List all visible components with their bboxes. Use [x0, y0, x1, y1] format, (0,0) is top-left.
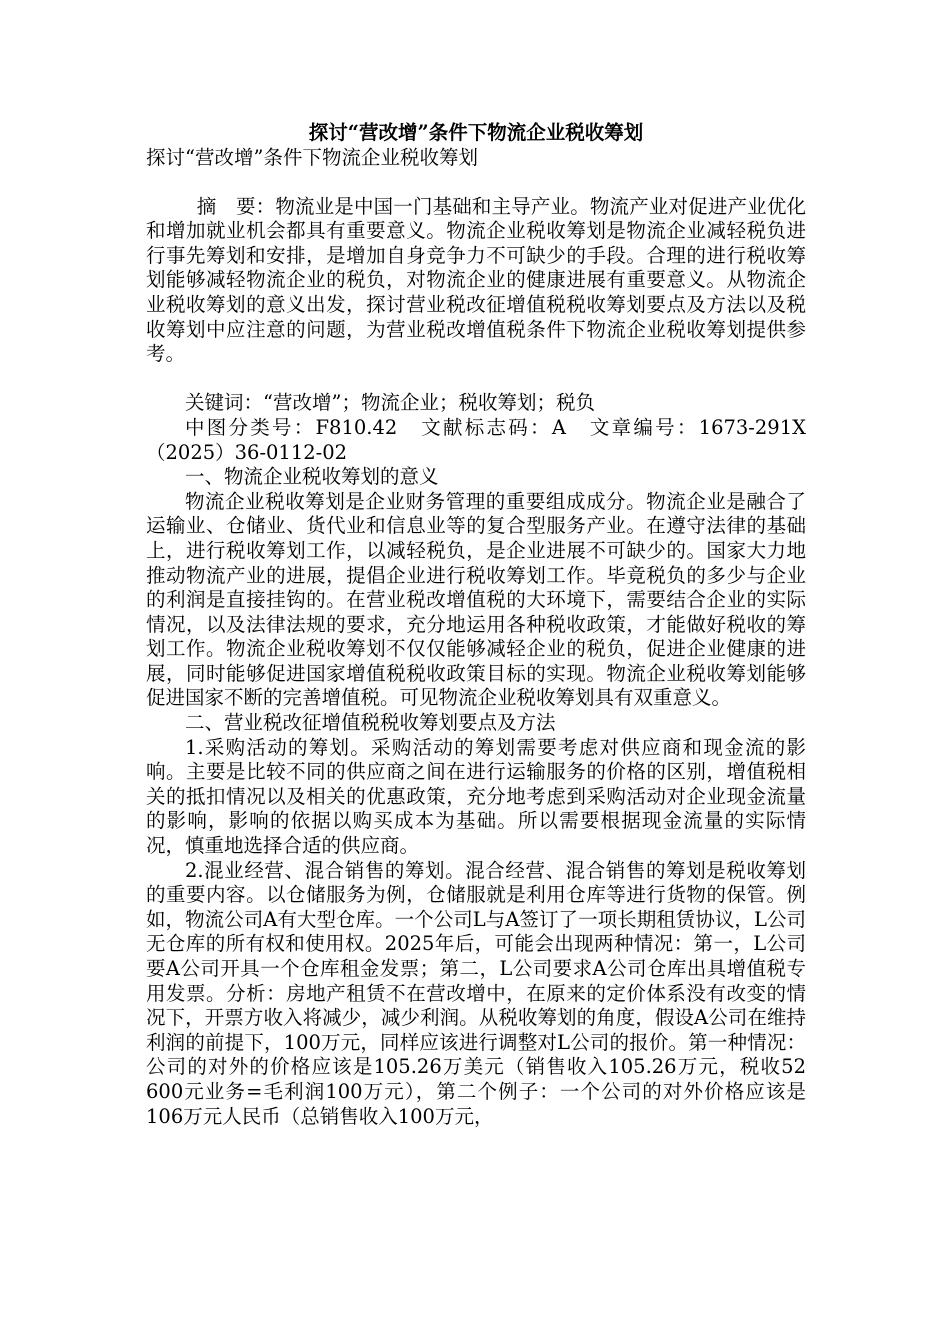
section-1-heading: 一、物流企业税收筹划的意义 [185, 465, 439, 489]
section-2-paragraph-2: 2.混业经营、混合销售的筹划。混合经营、混合销售的筹划是税收筹划的重要内容。以仓储服务为例，仓储服就是利用仓库等进行货物的保管。例如，物流公司A有大型仓库。一个公司L与A签订了一项长期租赁协议，L公司无仓库的所有权和使用权。2025年后，可能会出现两种情况：第一，L公司要A公司开具一个仓库租金发票；第二，L公司要求A公司仓库出具增值税专用发票。分析：房地产租赁不在营改增中，在原来的定价体系没有改变的情况下，开票方收入将减少，减少利润。从税收筹划的角度，假设A公司在维持利润的前提下，100万元，同样应该进行调整对L公司的报价。第一种情况：公司的对外的价格应该是105.26万美元（销售收入105.26万元，税收52 600元业务=毛利润100万元），第二个例子：一个公司的对外价格应该是106万元人民币（总销售收入100万元， [146, 858, 806, 1128]
document-page [146, 120, 806, 1129]
classification-line: 中图分类号：F810.42 文献标志码：A 文章编号：1673-291X（2025）36-0112-02 [146, 415, 806, 464]
section-2-heading: 二、营业税改征增值税税收筹划要点及方法 [185, 711, 556, 735]
section-2-paragraph-1: 1.采购活动的筹划。采购活动的筹划需要考虑对供应商和现金流的影响。主要是比较不同的供应商之间在进行运输服务的价格的区别，增值税相关的抵扣情况以及相关的优惠政策，充分地考虑到采购活动对企业现金流量的影响，影响的依据以购买成本为基础。所以需要根据现金流量的实际情况，慎重地选择合适的供应商。 [146, 735, 806, 858]
keywords-line: 关键词：“营改增”；物流企业；税收筹划；税负 [185, 391, 595, 415]
document-subtitle: 探讨“营改增”条件下物流企业税收筹划 [146, 146, 478, 169]
document-title: 探讨“营改增”条件下物流企业税收筹划 [308, 121, 644, 144]
section-1-paragraph: 物流企业税收筹划是企业财务管理的重要组成成分。物流企业是融合了运输业、仓储业、货代业和信息业等的复合型服务产业。在遵守法律的基础上，进行税收筹划工作，以减轻税负，是企业进展不可缺少的。国家大力地推动物流产业的进展，提倡企业进行税收筹划工作。毕竟税负的多少与企业的利润是直接挂钩的。在营业税改增值税的大环境下，需要结合企业的实际情况，以及法律法规的要求，充分地运用各种税收政策，才能做好税收的筹划工作。物流企业税收筹划不仅仅能够减轻企业的税负，促进企业健康的进展，同时能够促进国家增值税税收政策目标的实现。物流企业税收筹划能够促进国家不断的完善增值税。可见物流企业税收筹划具有双重意义。 [146, 489, 806, 710]
abstract-paragraph: 摘 要：物流业是中国一门基础和主导产业。物流产业对促进产业优化和增加就业机会都具有重要意义。物流企业税收筹划是物流企业减轻税负进行事先筹划和安排，是增加自身竞争力不可缺少的手段。合理的进行税收筹划能够减轻物流企业的税负，对物流企业的健康进展有重要意义。从物流企业税收筹划的意义出发，探讨营业税改征增值税税收筹划要点及方法以及税收筹划中应注意的问题，为营业税改增值税条件下物流企业税收筹划提供参考。 [146, 194, 806, 366]
